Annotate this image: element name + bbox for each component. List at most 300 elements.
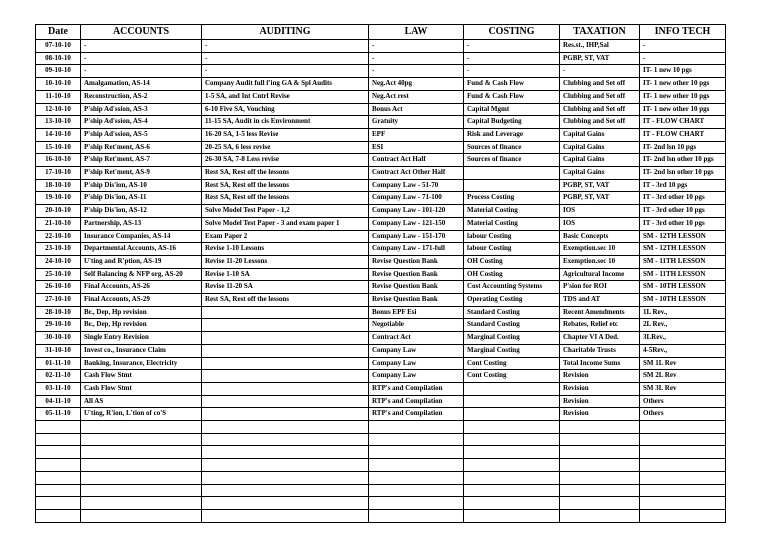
cell-auditing xyxy=(202,497,369,510)
cell-accounts xyxy=(81,484,202,497)
cell-costing xyxy=(464,167,560,180)
cell-law: Revise Question Bank xyxy=(369,281,464,294)
cell-auditing: Company Audit full f'ing GA & Spl Audits xyxy=(202,78,369,91)
cell-date: 13-10-10 xyxy=(36,116,81,129)
cell-accounts: Partnership, AS-13 xyxy=(81,217,202,230)
cell-accounts xyxy=(81,497,202,510)
cell-accounts: - xyxy=(81,52,202,65)
cell-accounts: Br., Dep, Hp revision xyxy=(81,319,202,332)
cell-costing: Material Costing xyxy=(464,205,560,218)
cell-costing: - xyxy=(464,52,560,65)
cell-auditing: Rest SA, Rest off the lessons xyxy=(202,192,369,205)
cell-info-tech: SM 1L Rev xyxy=(640,357,726,370)
cell-info-tech: - xyxy=(640,40,726,53)
cell-costing: Sources of finance xyxy=(464,141,560,154)
cell-law: Revise Question Bank xyxy=(369,268,464,281)
cell-costing: labour Costing xyxy=(464,243,560,256)
cell-costing: Risk and Leverage xyxy=(464,128,560,141)
cell-law xyxy=(369,484,464,497)
cell-info-tech: SM 3L Rev xyxy=(640,382,726,395)
cell-info-tech xyxy=(640,471,726,484)
cell-accounts xyxy=(81,421,202,434)
cell-law: Revise Question Bank xyxy=(369,294,464,307)
header-date: Date xyxy=(36,25,81,40)
table-row xyxy=(36,179,726,192)
cell-date: 17-10-10 xyxy=(36,167,81,180)
cell-info-tech: IT - 3rd other 10 pgs xyxy=(640,205,726,218)
cell-costing: Standard Costing xyxy=(464,319,560,332)
cell-taxation: P'sion for ROI xyxy=(560,281,640,294)
table-row xyxy=(36,497,726,510)
cell-date xyxy=(36,421,81,434)
cell-taxation: Charitable Trusts xyxy=(560,344,640,357)
cell-auditing: Revise 11-20 SA xyxy=(202,281,369,294)
table-row xyxy=(36,230,726,243)
table-row xyxy=(36,65,726,78)
cell-law: Company Law - 121-150 xyxy=(369,217,464,230)
cell-info-tech: 2L Rev., xyxy=(640,319,726,332)
cell-date: 03-11-10 xyxy=(36,382,81,395)
cell-law: - xyxy=(369,52,464,65)
cell-law: - xyxy=(369,40,464,53)
cell-date xyxy=(36,433,81,446)
cell-taxation: Capital Gains xyxy=(560,141,640,154)
cell-accounts: Cash Flow Stmt xyxy=(81,370,202,383)
cell-costing: - xyxy=(464,40,560,53)
cell-law: Contract Act Half xyxy=(369,154,464,167)
cell-taxation: Clubbing and Set off xyxy=(560,78,640,91)
cell-auditing xyxy=(202,370,369,383)
cell-law: Company Law - 51-70 xyxy=(369,179,464,192)
cell-law: Company Law - 171-full xyxy=(369,243,464,256)
cell-date: 01-11-10 xyxy=(36,357,81,370)
table-row xyxy=(36,370,726,383)
cell-info-tech: IT - 3rd 10 pgs xyxy=(640,179,726,192)
cell-date: 09-10-10 xyxy=(36,65,81,78)
cell-costing xyxy=(464,484,560,497)
table-row xyxy=(36,421,726,434)
cell-accounts: P'ship Ad'ssion, AS-3 xyxy=(81,103,202,116)
table-row xyxy=(36,306,726,319)
cell-accounts: Self Balancing & NFP org, AS-20 xyxy=(81,268,202,281)
cell-taxation: Revision xyxy=(560,382,640,395)
header-costing: COSTING xyxy=(464,25,560,40)
cell-accounts: Invest co., Insurance Claim xyxy=(81,344,202,357)
cell-auditing xyxy=(202,459,369,472)
cell-date: 20-10-10 xyxy=(36,205,81,218)
cell-taxation: Total Income Sums xyxy=(560,357,640,370)
cell-costing: Capital Mgmt xyxy=(464,103,560,116)
cell-info-tech: SM - 12TH LESSON xyxy=(640,230,726,243)
table-row xyxy=(36,128,726,141)
cell-accounts: - xyxy=(81,40,202,53)
cell-date: 27-10-10 xyxy=(36,294,81,307)
cell-taxation: Revision xyxy=(560,395,640,408)
cell-auditing xyxy=(202,382,369,395)
cell-info-tech xyxy=(640,509,726,522)
cell-accounts: Single Entry Revision xyxy=(81,332,202,345)
cell-auditing xyxy=(202,395,369,408)
cell-info-tech: IT - FLOW CHART xyxy=(640,116,726,129)
cell-date: 21-10-10 xyxy=(36,217,81,230)
cell-law xyxy=(369,471,464,484)
cell-accounts: Br., Dep, Hp revision xyxy=(81,306,202,319)
table-row xyxy=(36,509,726,522)
cell-accounts: All AS xyxy=(81,395,202,408)
header-taxation: TAXATION xyxy=(560,25,640,40)
cell-info-tech: IT- 2nd lsn other 10 pgs xyxy=(640,154,726,167)
table-row xyxy=(36,344,726,357)
table-row xyxy=(36,154,726,167)
cell-taxation: Capital Gains xyxy=(560,154,640,167)
cell-accounts: Banking, Insurance, Electricity xyxy=(81,357,202,370)
cell-info-tech: IT- 2nd lsn 10 pgs xyxy=(640,141,726,154)
cell-costing xyxy=(464,446,560,459)
cell-costing xyxy=(464,497,560,510)
cell-taxation xyxy=(560,433,640,446)
cell-costing: Sources of finance xyxy=(464,154,560,167)
cell-taxation: Clubbing and Set off xyxy=(560,103,640,116)
cell-taxation: Clubbing and Set off xyxy=(560,90,640,103)
cell-taxation xyxy=(560,484,640,497)
header-info-tech: INFO TECH xyxy=(640,25,726,40)
cell-taxation xyxy=(560,446,640,459)
cell-date: 31-10-10 xyxy=(36,344,81,357)
cell-law: Company Law xyxy=(369,344,464,357)
cell-auditing: Rest SA, Rest off the lessons xyxy=(202,179,369,192)
cell-info-tech: 1L Rev., xyxy=(640,306,726,319)
cell-costing: - xyxy=(464,65,560,78)
cell-taxation xyxy=(560,509,640,522)
cell-auditing: - xyxy=(202,40,369,53)
cell-costing: Operating Costing xyxy=(464,294,560,307)
cell-law: Company Law - 151-170 xyxy=(369,230,464,243)
cell-info-tech: Others xyxy=(640,408,726,421)
cell-law xyxy=(369,433,464,446)
cell-date: 15-10-10 xyxy=(36,141,81,154)
cell-law: Company Law - 101-120 xyxy=(369,205,464,218)
cell-law: ESI xyxy=(369,141,464,154)
table-row xyxy=(36,167,726,180)
cell-taxation: Capital Gains xyxy=(560,167,640,180)
cell-date: 08-10-10 xyxy=(36,52,81,65)
cell-law: RTP's and Compilation xyxy=(369,395,464,408)
cell-accounts: P'ship Ret'ment, AS-6 xyxy=(81,141,202,154)
cell-taxation xyxy=(560,421,640,434)
cell-date: 10-10-10 xyxy=(36,78,81,91)
cell-taxation: Revision xyxy=(560,370,640,383)
cell-accounts: P'ship Ret'ment, AS-7 xyxy=(81,154,202,167)
cell-costing: Cont Costing xyxy=(464,357,560,370)
cell-accounts: P'ship Ad'ssion, AS-5 xyxy=(81,128,202,141)
table-row xyxy=(36,116,726,129)
table-body xyxy=(36,40,726,523)
cell-accounts: Departmental Accounts, AS-16 xyxy=(81,243,202,256)
table-row xyxy=(36,205,726,218)
cell-auditing: 1-5 SA, and Int Cntrl Revise xyxy=(202,90,369,103)
cell-taxation: PGBP, ST, VAT xyxy=(560,179,640,192)
cell-law: Company Law - 71-100 xyxy=(369,192,464,205)
cell-costing: Cont Costing xyxy=(464,370,560,383)
table-row xyxy=(36,243,726,256)
cell-accounts xyxy=(81,433,202,446)
cell-accounts xyxy=(81,509,202,522)
table-row xyxy=(36,52,726,65)
cell-law: Neg.Act 40pg xyxy=(369,78,464,91)
table-row xyxy=(36,217,726,230)
cell-info-tech: SM - 11TH LESSON xyxy=(640,268,726,281)
table-row xyxy=(36,141,726,154)
cell-date: 26-10-10 xyxy=(36,281,81,294)
cell-taxation: IOS xyxy=(560,205,640,218)
cell-taxation: Rebates, Relief etc xyxy=(560,319,640,332)
cell-auditing xyxy=(202,433,369,446)
cell-auditing: 11-15 SA, Audit in cis Environment xyxy=(202,116,369,129)
cell-law: Negotiable xyxy=(369,319,464,332)
table-row xyxy=(36,471,726,484)
cell-law: Neg.Act rest xyxy=(369,90,464,103)
cell-law: Bonus Act xyxy=(369,103,464,116)
cell-costing xyxy=(464,459,560,472)
cell-accounts: Amalgamation, AS-14 xyxy=(81,78,202,91)
cell-taxation xyxy=(560,471,640,484)
cell-accounts: P'ship Dis'ion, AS-12 xyxy=(81,205,202,218)
cell-date: 05-11-10 xyxy=(36,408,81,421)
cell-date xyxy=(36,484,81,497)
cell-date xyxy=(36,459,81,472)
table-row xyxy=(36,459,726,472)
cell-info-tech: SM - 10TH LESSON xyxy=(640,294,726,307)
cell-info-tech: - xyxy=(640,52,726,65)
cell-accounts: - xyxy=(81,65,202,78)
cell-costing: Fund & Cash Flow xyxy=(464,78,560,91)
cell-info-tech xyxy=(640,459,726,472)
cell-info-tech xyxy=(640,433,726,446)
table-row xyxy=(36,484,726,497)
cell-costing: OH Costing xyxy=(464,268,560,281)
cell-costing: Material Costing xyxy=(464,217,560,230)
header-auditing: AUDITING xyxy=(202,25,369,40)
table-row xyxy=(36,78,726,91)
table-row xyxy=(36,395,726,408)
cell-auditing: - xyxy=(202,52,369,65)
cell-taxation xyxy=(560,497,640,510)
cell-date: 11-10-10 xyxy=(36,90,81,103)
cell-info-tech: IT - 3rd other 10 pgs xyxy=(640,192,726,205)
cell-accounts: U'ting and R'ption, AS-19 xyxy=(81,255,202,268)
cell-taxation: Recent Amendments xyxy=(560,306,640,319)
cell-auditing xyxy=(202,509,369,522)
cell-date: 14-10-10 xyxy=(36,128,81,141)
cell-auditing xyxy=(202,344,369,357)
cell-date: 02-11-10 xyxy=(36,370,81,383)
cell-law: Contract Act Other Half xyxy=(369,167,464,180)
cell-costing xyxy=(464,382,560,395)
cell-accounts: Final Accounts, AS-29 xyxy=(81,294,202,307)
cell-date xyxy=(36,446,81,459)
cell-info-tech: 3LRev., xyxy=(640,332,726,345)
cell-info-tech: IT - FLOW CHART xyxy=(640,128,726,141)
cell-auditing: Revise 1-10 SA xyxy=(202,268,369,281)
cell-law xyxy=(369,509,464,522)
cell-accounts: P'ship Dis'ion, AS-10 xyxy=(81,179,202,192)
cell-costing: Fund & Cash Flow xyxy=(464,90,560,103)
cell-costing: Cost Accounting Systems xyxy=(464,281,560,294)
cell-auditing: 16-20 SA, 1-5 less Revise xyxy=(202,128,369,141)
cell-taxation: TDS and AT xyxy=(560,294,640,307)
cell-auditing xyxy=(202,471,369,484)
cell-auditing xyxy=(202,319,369,332)
table-row xyxy=(36,255,726,268)
cell-accounts: P'ship Ad'ssion, AS-4 xyxy=(81,116,202,129)
cell-taxation: Basic Concepts xyxy=(560,230,640,243)
cell-costing xyxy=(464,179,560,192)
cell-auditing: 20-25 SA, 6 less revise xyxy=(202,141,369,154)
cell-auditing: Revise 1-10 Lessons xyxy=(202,243,369,256)
cell-taxation: Agricultural Income xyxy=(560,268,640,281)
cell-date: 30-10-10 xyxy=(36,332,81,345)
cell-info-tech: IT - 3rd other 10 pgs xyxy=(640,217,726,230)
cell-taxation: Chapter VI A Ded. xyxy=(560,332,640,345)
cell-law xyxy=(369,446,464,459)
cell-taxation: PGBP, ST, VAT xyxy=(560,52,640,65)
cell-date: 16-10-10 xyxy=(36,154,81,167)
table-row xyxy=(36,281,726,294)
cell-info-tech: SM 2L Rev xyxy=(640,370,726,383)
header-law: LAW xyxy=(369,25,464,40)
cell-date xyxy=(36,509,81,522)
cell-info-tech: SM - 10TH LESSON xyxy=(640,281,726,294)
cell-auditing: Solve Model Test Paper - 3 and exam paper 1 xyxy=(202,217,369,230)
cell-costing xyxy=(464,408,560,421)
cell-accounts: P'ship Dis'ion, AS-11 xyxy=(81,192,202,205)
cell-date xyxy=(36,497,81,510)
cell-accounts: Cash Flow Stmt xyxy=(81,382,202,395)
cell-accounts: P'ship Ret'ment, AS-9 xyxy=(81,167,202,180)
cell-auditing xyxy=(202,357,369,370)
cell-auditing: 6-10 Five SA, Vouching xyxy=(202,103,369,116)
cell-info-tech: IT- 1 new 10 pgs xyxy=(640,65,726,78)
cell-info-tech: Others xyxy=(640,395,726,408)
cell-info-tech xyxy=(640,446,726,459)
table-row xyxy=(36,408,726,421)
header-row xyxy=(36,25,726,40)
table-row xyxy=(36,332,726,345)
cell-accounts: Reconstruction, AS-2 xyxy=(81,90,202,103)
cell-auditing xyxy=(202,421,369,434)
table-header xyxy=(36,25,726,40)
cell-costing xyxy=(464,395,560,408)
table-row xyxy=(36,382,726,395)
cell-date: 12-10-10 xyxy=(36,103,81,116)
cell-costing: Marginal Costing xyxy=(464,344,560,357)
cell-taxation: Exemption.sec 10 xyxy=(560,255,640,268)
cell-taxation: IOS xyxy=(560,217,640,230)
cell-info-tech: IT- 2nd lsn other 10 pgs xyxy=(640,167,726,180)
cell-date: 23-10-10 xyxy=(36,243,81,256)
cell-auditing xyxy=(202,484,369,497)
cell-date: 07-10-10 xyxy=(36,40,81,53)
cell-law: Contract Act xyxy=(369,332,464,345)
table-row xyxy=(36,90,726,103)
table-row xyxy=(36,103,726,116)
cell-taxation: Exemption.sec 10 xyxy=(560,243,640,256)
cell-law xyxy=(369,421,464,434)
cell-info-tech xyxy=(640,484,726,497)
cell-costing: labour Costing xyxy=(464,230,560,243)
table-row xyxy=(36,357,726,370)
table-row xyxy=(36,319,726,332)
cell-date: 18-10-10 xyxy=(36,179,81,192)
cell-law: RTP's and Compilation xyxy=(369,382,464,395)
table-row xyxy=(36,268,726,281)
cell-law: RTP's and Compilation xyxy=(369,408,464,421)
cell-taxation: Clubbing and Set off xyxy=(560,116,640,129)
table-row xyxy=(36,294,726,307)
cell-date: 24-10-10 xyxy=(36,255,81,268)
cell-date: 22-10-10 xyxy=(36,230,81,243)
cell-costing: Process Costing xyxy=(464,192,560,205)
header-accounts: ACCOUNTS xyxy=(81,25,202,40)
cell-costing: Capital Budgeting xyxy=(464,116,560,129)
cell-auditing: Revise 11-20 Lessons xyxy=(202,255,369,268)
cell-law xyxy=(369,497,464,510)
cell-law: EPF xyxy=(369,128,464,141)
cell-law: Company Law xyxy=(369,370,464,383)
table-row xyxy=(36,446,726,459)
study-schedule-table xyxy=(35,24,726,523)
cell-date: 28-10-10 xyxy=(36,306,81,319)
cell-info-tech: IT- 1 new other 10 pgs xyxy=(640,90,726,103)
cell-costing xyxy=(464,421,560,434)
cell-costing: Marginal Costing xyxy=(464,332,560,345)
cell-accounts: U'ting, R'ion, L'tion of co'S xyxy=(81,408,202,421)
table-row xyxy=(36,192,726,205)
cell-law: Gratuity xyxy=(369,116,464,129)
cell-info-tech: SM - 11TH LESSON xyxy=(640,255,726,268)
cell-date: 25-10-10 xyxy=(36,268,81,281)
cell-auditing: - xyxy=(202,65,369,78)
cell-info-tech: 4-5Rev., xyxy=(640,344,726,357)
table-row xyxy=(36,40,726,53)
cell-info-tech: IT- 1 new other 10 pgs xyxy=(640,103,726,116)
cell-info-tech xyxy=(640,421,726,434)
cell-info-tech: IT- 1 new other 10 pgs xyxy=(640,78,726,91)
cell-auditing: Exam Paper 2 xyxy=(202,230,369,243)
cell-taxation xyxy=(560,459,640,472)
cell-auditing: 26-30 SA, 7-8 Less revise xyxy=(202,154,369,167)
cell-accounts: Insurance Companies, AS-14 xyxy=(81,230,202,243)
cell-accounts: Final Accounts, AS-26 xyxy=(81,281,202,294)
cell-law xyxy=(369,459,464,472)
cell-taxation: Revision xyxy=(560,408,640,421)
cell-auditing xyxy=(202,446,369,459)
cell-taxation: Res.st., IHP,Sal xyxy=(560,40,640,53)
cell-date: 19-10-10 xyxy=(36,192,81,205)
cell-auditing: Rest SA, Rest off the lessons xyxy=(202,167,369,180)
cell-auditing xyxy=(202,306,369,319)
cell-date: 04-11-10 xyxy=(36,395,81,408)
cell-law: Company Law xyxy=(369,357,464,370)
cell-accounts xyxy=(81,459,202,472)
cell-date: 29-10-10 xyxy=(36,319,81,332)
cell-taxation: - xyxy=(560,65,640,78)
cell-auditing: Solve Model Test Paper - 1,2 xyxy=(202,205,369,218)
cell-costing xyxy=(464,509,560,522)
cell-auditing xyxy=(202,332,369,345)
cell-costing: OH Costing xyxy=(464,255,560,268)
cell-costing xyxy=(464,471,560,484)
